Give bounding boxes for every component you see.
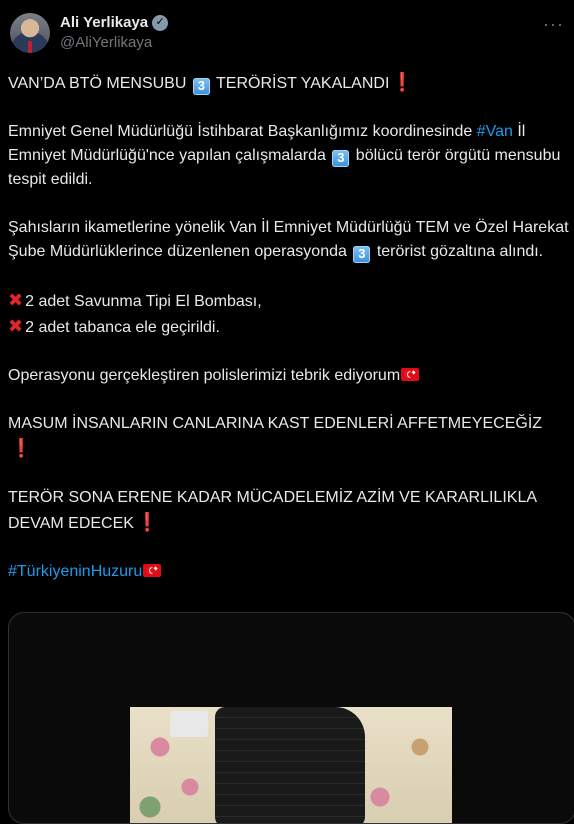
holster-image	[215, 707, 365, 824]
verified-badge-icon: ✓	[152, 15, 168, 31]
more-options-icon[interactable]: ···	[543, 14, 564, 34]
exclamation-icon: ❗	[10, 438, 33, 458]
seized-item-2: ✖ 2 adet tabanca ele geçirildi.	[8, 316, 220, 336]
exclamation-icon: ❗	[391, 72, 414, 92]
tweet-hashtag-line	[8, 560, 570, 584]
tweet-media[interactable]	[8, 612, 574, 824]
tweet-header	[10, 12, 564, 56]
display-name[interactable]: Ali Yerlikaya	[60, 14, 149, 31]
tweet-paragraph-6: MASUM İNSANLARIN CANLARINA KAST EDENLERİ AFFETMEYECEĞİZ ❗	[8, 415, 543, 458]
tweet-paragraph-7: TERÖR SONA ERENE KADAR MÜCADELEMİZ AZİM VE KARARLILIKLA DEVAM EDECEK ❗	[8, 489, 537, 532]
tweet-paragraph-5: Operasyonu gerçekleştiren polislerimizi tebrik ediyorum	[8, 364, 570, 388]
evidence-tag	[170, 711, 208, 737]
keycap-3-icon: 3	[193, 78, 210, 95]
author-names	[60, 14, 168, 51]
hashtag-link-turkiyenin-huzuru[interactable]: #TürkiyeninHuzuru	[8, 563, 143, 580]
seized-item-1: ✖ 2 adet Savunma Tipi El Bombası,	[8, 290, 262, 310]
keycap-3-icon: 3	[353, 246, 370, 263]
tweet-text	[8, 70, 570, 584]
user-handle[interactable]: @AliYerlikaya	[60, 34, 153, 51]
cross-mark-icon: ✖	[8, 290, 24, 310]
keycap-3-icon: 3	[332, 150, 349, 167]
tweet-paragraph-3: Şahısların ikametlerine yönelik Van İl Emniyet Müdürlüğü TEM ve Özel Harekat Şube Müdürlüklerince düzenlenen operasyonda 3 terörist gözaltına alındı.	[8, 219, 569, 261]
exclamation-icon: ❗	[135, 512, 159, 532]
tweet-headline: VAN’DA BTÖ MENSUBU 3 TERÖRİST YAKALANDI ❗	[8, 72, 414, 93]
turkey-flag-icon	[143, 564, 161, 577]
media-photo[interactable]	[130, 707, 452, 824]
tweet-paragraph-2: Emniyet Genel Müdürlüğü İstihbarat Başkanlığımız koordinesinde #Van İl Emniyet Müdürlüğü'nce yapılan çalışmalarda 3 bölücü terör örgütü mensubu tespit edildi.	[8, 123, 561, 188]
hashtag-link-van[interactable]: #Van	[476, 123, 513, 140]
turkey-flag-icon	[401, 368, 419, 381]
cross-mark-icon: ✖	[8, 316, 24, 336]
avatar[interactable]	[10, 13, 50, 53]
